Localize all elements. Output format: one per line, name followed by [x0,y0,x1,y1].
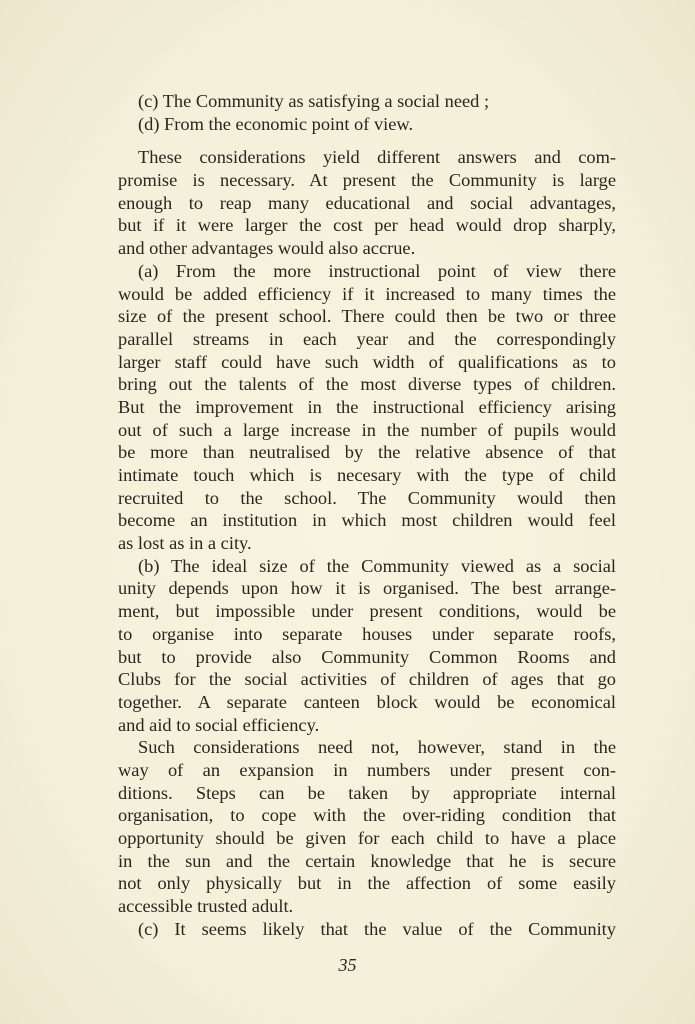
text-line: become an institution in which most children would feel [118,510,616,531]
text-line: together. A separate canteen block would be economical [118,691,616,712]
text-line: intimate touch which is necesary with the type of child [118,465,616,485]
text-line: Clubs for the social activities of children of ages that go [118,669,616,690]
body-text [118,90,616,940]
text-line: parallel streams in each year and the correspondingly [118,328,616,349]
text-line: out of such a large increase in the number of pupils would [118,419,616,440]
text-line: but if it were larger the cost per head would drop sharply, [118,215,616,236]
text-line: not only physically but in the affection of some easily [118,873,616,894]
list-item-d: (d) From the economic point of view. [138,113,414,134]
text-line: enough to reap many educational and social advantages, [118,192,616,213]
text-line: way of an expansion in numbers under present con- [118,759,616,780]
text-line: (a) From the more instructional point of view there [138,260,616,281]
text-line: These considerations yield different answers and com- [138,147,616,168]
page-number: 35 [338,955,357,975]
text-line: ditions. Steps can be taken by appropriate internal [118,782,616,803]
text-line: and aid to social efficiency. [118,714,320,735]
text-line: to organise into separate houses under separate roofs, [118,623,616,644]
text-line: bring out the talents of the most diverse types of children. [118,374,616,395]
text-line: unity depends upon how it is organised. The best arrange- [118,578,616,599]
text-line: ment, but impossible under present conditions, would be [118,601,616,622]
text-line: but to provide also Community Common Rooms and [118,646,616,667]
text-line: Such considerations need not, however, stand in the [138,737,616,758]
text-line: size of the present school. There could then be two or three [118,306,616,327]
text-line: larger staff could have such width of qualifications as to [118,351,616,372]
text-line: But the improvement in the instructional efficiency arising [118,396,616,417]
list-item-c: (c) The Community as satisfying a social need ; [138,91,490,111]
text-line: organisation, to cope with the over-riding condition that [118,805,616,826]
text-line: as lost as in a city. [118,533,252,554]
text-line: accessible trusted adult. [118,896,294,917]
text-line: promise is necessary. At present the Community is large [118,170,616,191]
text-line: and other advantages would also accrue. [118,238,416,259]
text-line: be more than neutralised by the relative absence of that [118,442,616,463]
text-line: would be added efficiency if it increased to many times the [118,283,616,304]
text-line: (b) The ideal size of the Community viewed as a social [138,555,616,576]
text-line: opportunity should be given for each child to have a place [118,828,616,848]
text-line: recruited to the school. The Community would then [118,487,616,508]
text-line: (c) It seems likely that the value of the Community [138,918,616,939]
text-line: in the sun and the certain knowledge that he is secure [118,850,616,871]
